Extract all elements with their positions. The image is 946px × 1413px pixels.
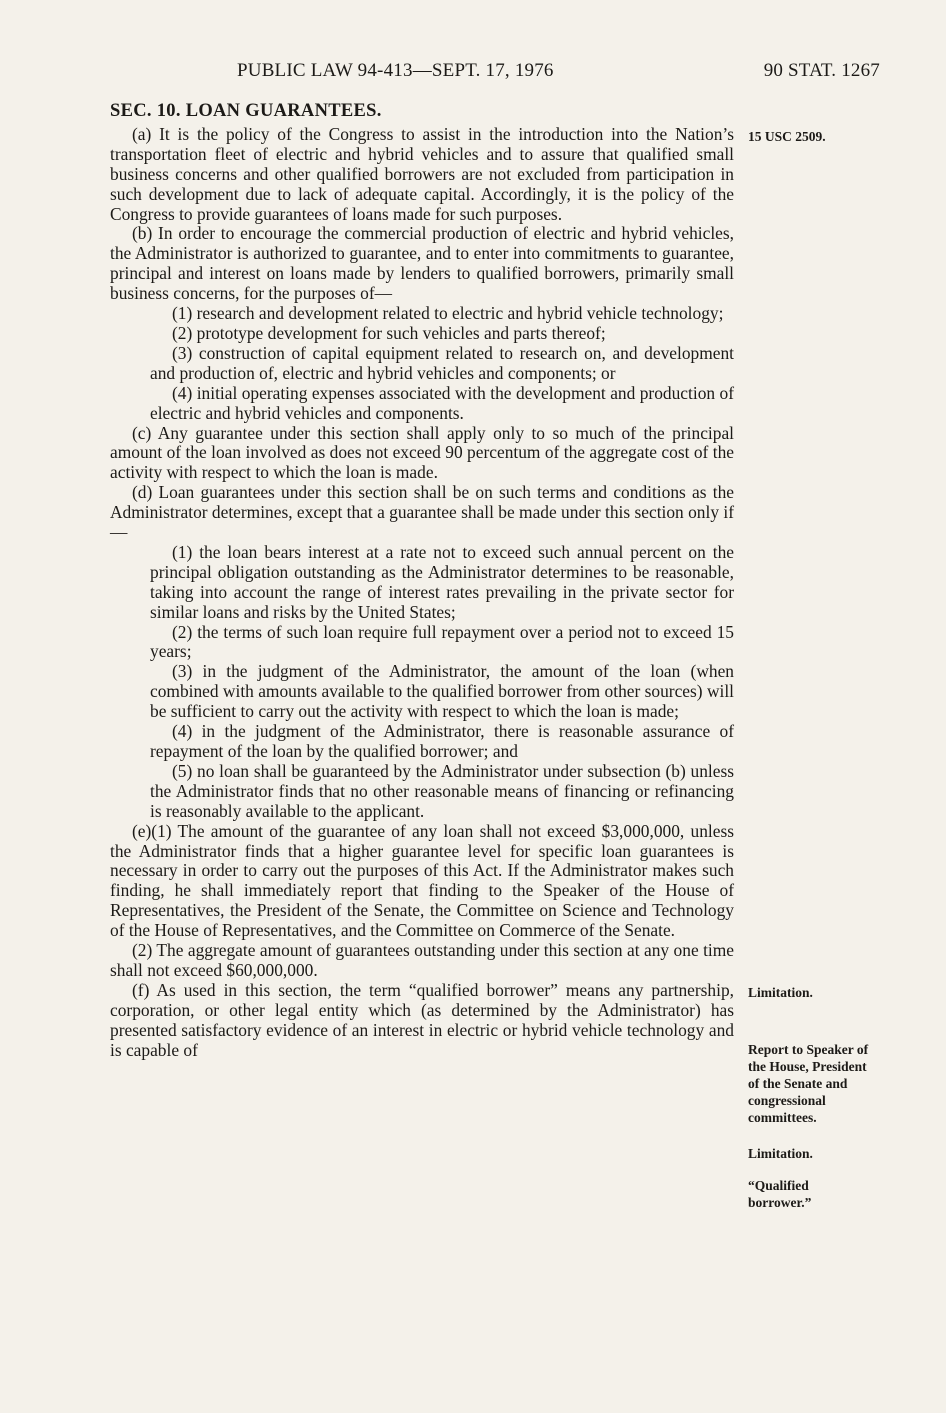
paragraph-e1: (e)(1) The amount of the guarantee of any loan shall not exceed $3,000,000, unless the Administrator finds that a higher guarantee level for specific loan guarantees is necessary in order to carry out the purposes of this Act. If the Administrator makes such finding, he shall immediately report that finding to the Speaker of the House of Representatives, the President of the Senate, the Committee on Science and Technology of the House of Representatives, and the Committee on Commerce of the Senate. (110, 820, 734, 941)
paragraph-d-item: (2) the terms of such loan require full repayment over a period not to exceed 15 years; (150, 621, 734, 662)
section-title: SEC. 10. LOAN GUARANTEES. (110, 101, 382, 121)
header-law-citation: PUBLIC LAW 94-413—SEPT. 17, 1976 (237, 60, 554, 81)
margin-note-usc: 15 USC 2509. (748, 129, 826, 144)
paragraph-b-item: (4) initial operating expenses associated with the development and production of electric and hybrid vehicles and components. (150, 382, 734, 423)
paragraph-b: (b) In order to encourage the commercial production of electric and hybrid vehicles, the Administrator is authorized to guarantee, and to enter into commitments to guarantee, principal and interest on loans made by lenders to qualified borrowers, primarily small business concerns, for the purposes of— (110, 223, 734, 304)
paragraph-d-item: (1) the loan bears interest at a rate not to exceed such annual percent on the principal obligation outstanding as the Administrator determines to be reasonable, taking into account the range of interest rates prevailing in the private sector for similar loans and risks by the United States; (150, 541, 734, 622)
paragraph-e2: (2) The aggregate amount of guarantees outstanding under this section at any one time shall not exceed $60,000,000. (110, 940, 734, 980)
paragraph-d-item: (5) no loan shall be guaranteed by the Administrator under subsection (b) unless the Administrator finds that no other reasonable means of financing or refinancing is reasonably available to the applicant. (150, 760, 734, 821)
paragraph-a: (a) It is the policy of the Congress to assist in the introduction into the Nation’s transportation fleet of electric and hybrid vehicles and to assure that qualified small business concerns and other qualified borrowers are not excluded from participation in such development due to lack of adequate capital. Accordingly, it is the policy of the Congress to provide guarantees of loans made for such purposes. (110, 123, 734, 224)
paragraph-f: (f) As used in this section, the term “qualified borrower” means any partnership, corporation, or other legal entity which (as determined by the Administrator) has presented satisfactory evidence of an interest in electric or hybrid vehicle technology and is capable of (110, 979, 734, 1060)
paragraph-b-item: (3) construction of capital equipment related to research on, and development and production of, electric and hybrid vehicles and components; or (150, 342, 734, 383)
header-stat-page: 90 STAT. 1267 (763, 60, 880, 81)
margin-note-qualified-borrower: “Qualified borrower.” (748, 1178, 812, 1210)
paragraph-d: (d) Loan guarantees under this section shall be on such terms and conditions as the Administrator determines, except that a guarantee shall be made under this section only if— (110, 482, 734, 543)
main-text-column (110, 102, 734, 1061)
margin-note-limitation: Limitation. (748, 1146, 813, 1161)
paragraph-c: (c) Any guarantee under this section shall apply only to so much of the principal amount of the loan involved as does not exceed 90 percentum of the aggregate cost of the activity with respect to which the loan is made. (110, 422, 734, 483)
margin-note-report: Report to Speaker of the House, President of the Senate and congressional committees. (748, 1042, 869, 1125)
paragraph-b-item: (2) prototype development for such vehicles and parts thereof; (172, 322, 606, 343)
paragraph-b-item: (1) research and development related to electric and hybrid vehicle technology; (172, 303, 724, 324)
margin-note-limitation: Limitation. (748, 985, 813, 1000)
paragraph-d-item: (3) in the judgment of the Administrator, the amount of the loan (when combined with amounts available to the qualified borrower from other sources) will be sufficient to carry out the activity with respect to which the loan is made; (150, 661, 734, 722)
paragraph-d-item: (4) in the judgment of the Administrator, there is reasonable assurance of repayment of the loan by the qualified borrower; and (150, 721, 734, 761)
